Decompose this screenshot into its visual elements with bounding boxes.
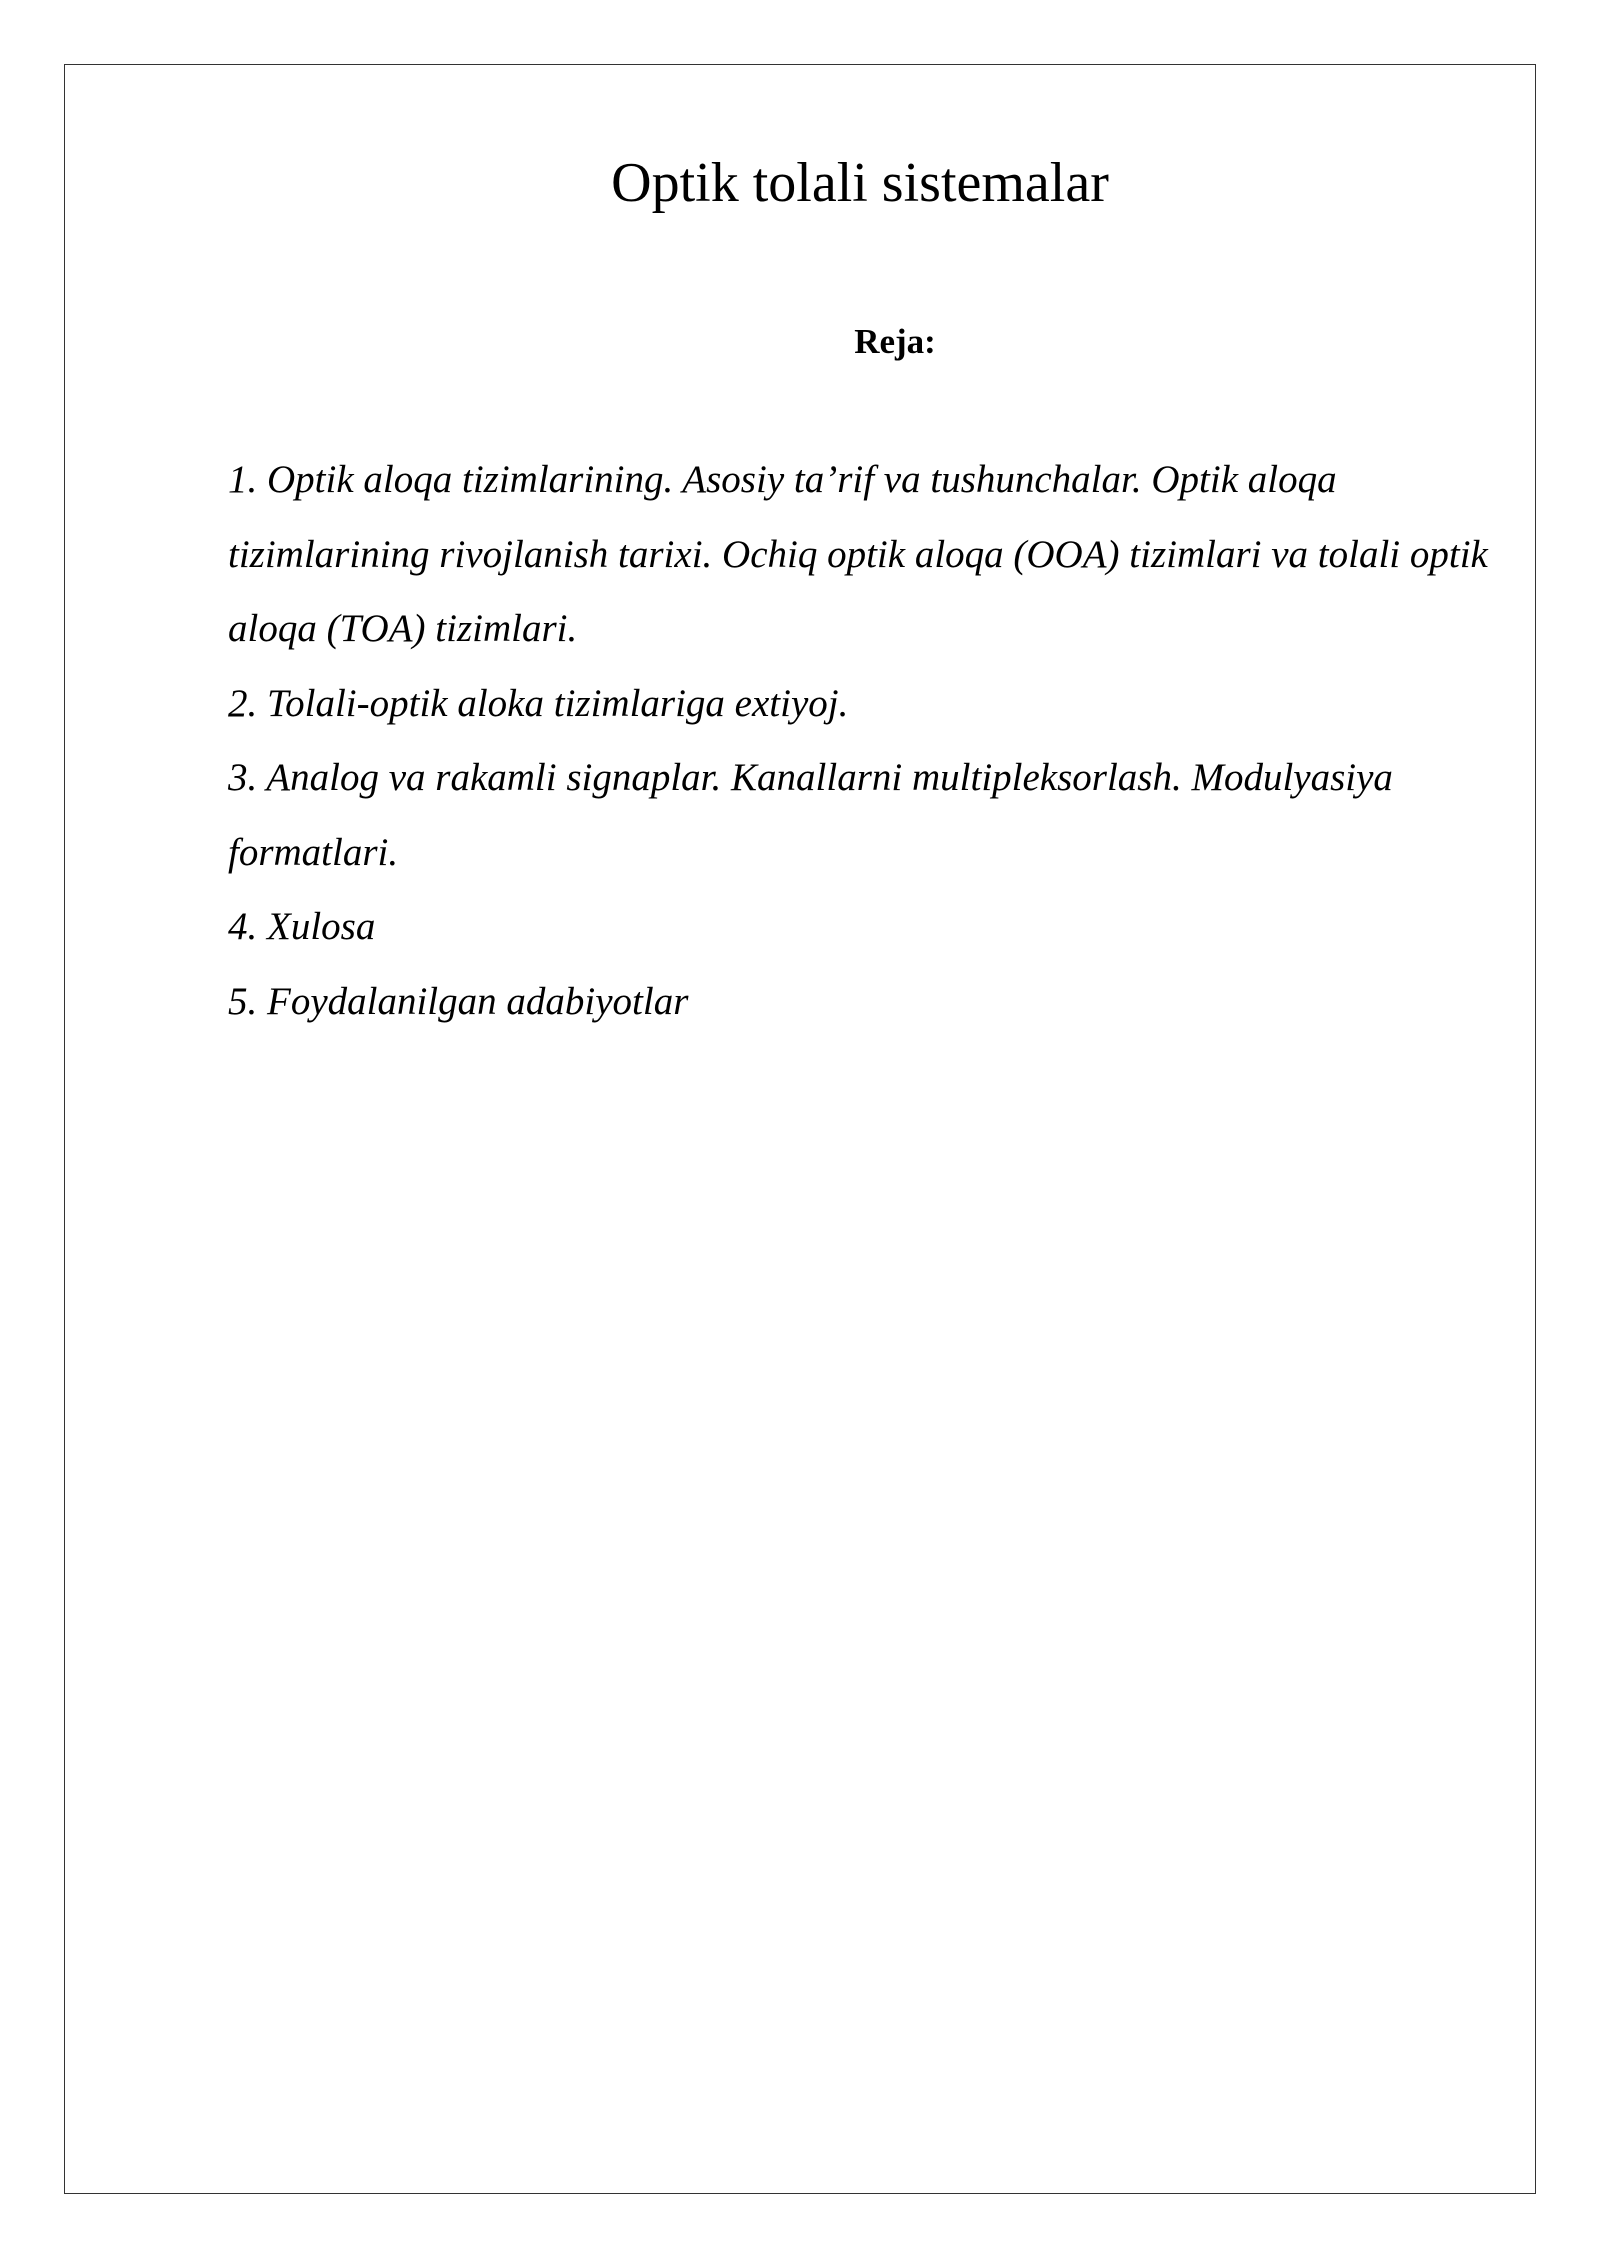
plan-list [228,443,1488,1039]
plan-heading: Reja: [854,322,936,361]
plan-item-4: 4. Xulosa [228,905,376,948]
plan-item-1: 1. Optik aloqa tizimlarining. Asosiy ta’rif va tushunchalar. Optik aloqa tizimlarining rivojlanish tarixi. Ochiq optik aloqa (OOA) tizimlari va tolali optik aloqa (TOA) tizimlari. [228,458,1488,650]
document-title: Optik tolali sistemalar [611,152,1109,214]
plan-item-5: 5. Foydalanilgan adabiyotlar [228,979,689,1023]
plan-item-3: 3. Analog va rakamli signaplar. Kanallarni multipleksorlash. Modulyasiya formatlari. [228,756,1393,874]
page-border [64,64,1536,2194]
plan-item-2: 2. Tolali-optik aloka tizimlariga extiyoj. [228,681,849,725]
